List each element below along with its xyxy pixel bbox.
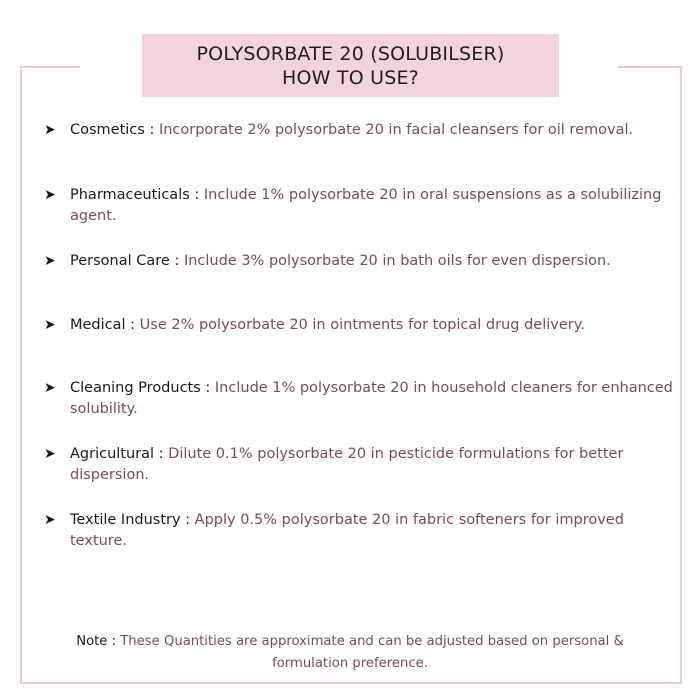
usage-item-label: Pharmaceuticals : bbox=[70, 187, 204, 203]
right-arrowhead-icon: ➤ bbox=[44, 512, 56, 528]
title-line-1: POLYSORBATE 20 (SOLUBILSER) bbox=[196, 42, 505, 65]
usage-item-description: Use 2% polysorbate 20 in ointments for topical drug delivery. bbox=[139, 317, 585, 333]
title-banner bbox=[142, 34, 559, 97]
title-line-2: HOW TO USE? bbox=[282, 66, 419, 89]
usage-item-description: Include 3% polysorbate 20 in bath oils for even dispersion. bbox=[183, 253, 611, 269]
usage-item-textile-industry bbox=[44, 510, 684, 552]
frame-border-top-right bbox=[618, 66, 682, 68]
right-arrowhead-icon: ➤ bbox=[44, 122, 56, 138]
usage-item-cleaning-products bbox=[44, 378, 684, 420]
right-arrowhead-icon: ➤ bbox=[44, 380, 56, 396]
note-text: These Quantities are approximate and can be adjusted based on personal & formulation preference. bbox=[120, 634, 624, 671]
frame-border-left bbox=[20, 66, 22, 684]
usage-item-label: Cleaning Products : bbox=[70, 380, 215, 396]
usage-item-medical bbox=[44, 315, 684, 336]
usage-item-description: Include 1% polysorbate 20 in oral suspensions as a solubilizing agent. bbox=[70, 187, 662, 224]
usage-item-label: Personal Care : bbox=[70, 253, 184, 269]
usage-item-agricultural bbox=[44, 444, 684, 486]
right-arrowhead-icon: ➤ bbox=[44, 317, 56, 333]
usage-item-pharmaceuticals bbox=[44, 185, 684, 227]
frame-border-bottom bbox=[20, 682, 682, 684]
usage-item-description: Apply 0.5% polysorbate 20 in fabric softeners for improved texture. bbox=[70, 512, 624, 549]
frame-border-right bbox=[680, 66, 682, 684]
right-arrowhead-icon: ➤ bbox=[44, 187, 56, 203]
right-arrowhead-icon: ➤ bbox=[44, 446, 56, 462]
usage-item-description: Include 1% polysorbate 20 in household cleaners for enhanced solubility. bbox=[70, 380, 673, 417]
footnote bbox=[60, 631, 640, 675]
usage-item-label: Agricultural : bbox=[70, 446, 169, 462]
right-arrowhead-icon: ➤ bbox=[44, 253, 56, 269]
usage-item-personal-care bbox=[44, 251, 684, 272]
usage-item-description: Dilute 0.1% polysorbate 20 in pesticide formulations for better dispersion. bbox=[70, 446, 624, 483]
usage-item-description: Incorporate 2% polysorbate 20 in facial cleansers for oil removal. bbox=[158, 122, 634, 138]
note-label: Note : bbox=[76, 634, 121, 649]
usage-item-label: Cosmetics : bbox=[70, 122, 159, 138]
usage-item-cosmetics bbox=[44, 120, 684, 141]
frame-border-top-left bbox=[20, 66, 80, 68]
usage-item-label: Medical : bbox=[70, 317, 140, 333]
usage-item-label: Textile Industry : bbox=[70, 512, 195, 528]
